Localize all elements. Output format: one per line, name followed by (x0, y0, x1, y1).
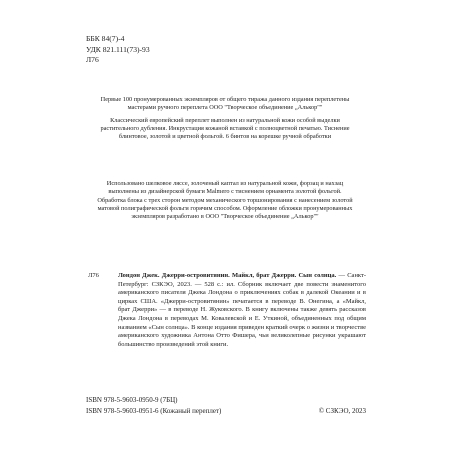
biblio-description: — Санкт-Петербург: СЗКЭО, 2023. — 528 с.: ил. Сборник включает две повести знаменитого американского писателя Джека Лондона о приключениях собак в далекой Океании и в цирках США. «Джерри-островитянин» печатается в переводе В. Онегина, а «Майкл, брат Джерри» — в переводе Н. Жуковского. В книгу включены также девять рассказов Джека Лондона в переводах М. Ковалевской и Е. Уткиной, объединенных под общим названием «Сын солнца». В конце издания приведен краткий очерк о жизни и творчестве американского художника Антона Отто Фишера, чьи великолепные рисунки украшают большинство произведений этой книги. (118, 272, 366, 348)
udk-code: УДК 821.111(73)-93 (86, 44, 150, 54)
bibliographic-entry (88, 272, 366, 349)
biblio-heading: Лондон Джек. Джерри-островитянин. Майкл, брат Джерри. Сын солнца. (118, 272, 337, 279)
materials-info (96, 180, 354, 226)
biblio-text (118, 272, 366, 349)
binding-description-paragraph: Классический европейский переплет выполнен из натуральной кожи особой выделки растительного дубления. Инкрустация кожаной вставкой с полноцветной печатью. Тиснение блинтовое, золотой и цветной фольгой. 6 бинтов на корешке ручной обработки (100, 116, 350, 141)
binding-info (96, 96, 354, 146)
isbn-primary: ISBN 978-5-9603-0950-9 (7БЦ) (86, 396, 178, 404)
copyright-notice: © СЗКЭО, 2023 (318, 406, 366, 415)
numbered-copies-paragraph: Первые 100 пронумерованных экземпляров от общего тиража данного издания переплетены мастерами ручного переплета ООО "Творческое объединение „Алькор"" (100, 96, 350, 112)
author-code: Л76 (86, 55, 99, 65)
bbk-code: ББК 84(7)-4 (86, 34, 125, 43)
classification-codes (86, 34, 150, 66)
imprint-footer (86, 395, 366, 416)
materials-paragraph: Использовано шелковое ляссе, золоченый каптал из натуральной кожи, форзац и нахзац выполнены из дизайнерской бумаги Malmero с тиснением орнамента золотой фольгой. Обработка блока с трех сторон методом механического торшонирования с нанесением золотой матовой полиграфической фольги горячим способом. Оформление обложки пронумерованных экземпляров разработано в ООО "Творческое объединение „Алькор"" (97, 180, 353, 221)
biblio-code: Л76 (88, 272, 99, 279)
isbn-leather: ISBN 978-5-9603-0951-6 (Кожаный переплет) (86, 406, 222, 415)
